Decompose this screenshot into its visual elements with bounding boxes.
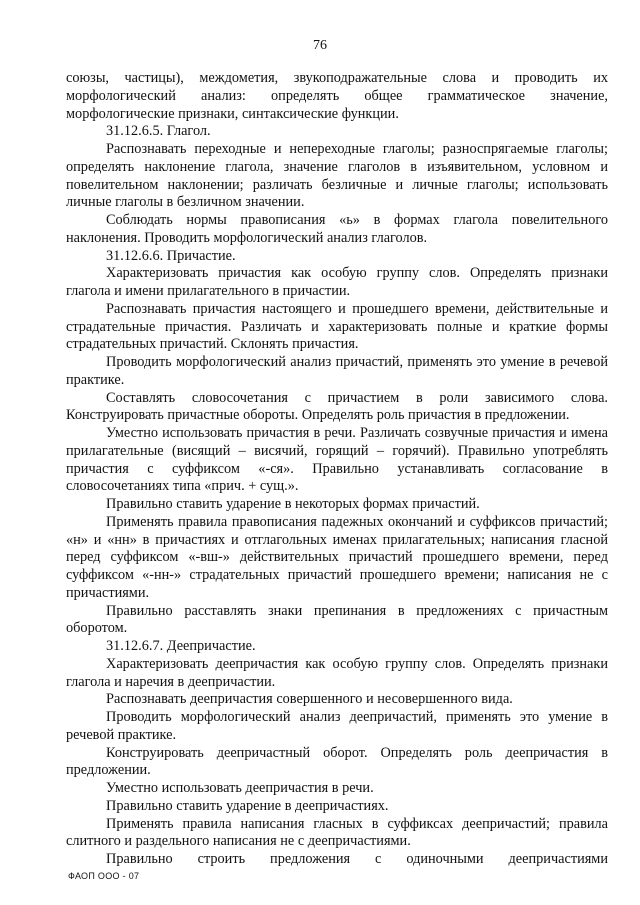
- paragraph-truncated: Правильно строить предложения с одиночными деепричастиями: [106, 851, 608, 867]
- paragraph: Составлять словосочетания с причастием в роли зависимого слова. Конструировать причастные обороты. Определять роль причастия в предложении.: [66, 389, 608, 424]
- paragraph: Характеризовать деепричастия как особую группу слов. Определять признаки глагола и наречия в деепричастии.: [66, 655, 608, 690]
- paragraph: Распознавать переходные и непереходные глаголы; разноспрягаемые глаголы; определять наклонение глагола, значение глаголов в изъявительном, условном и повелительном наклонении; различать безличные и личные глаголы; использовать личные глаголы в безличном значении.: [66, 141, 608, 211]
- paragraph-continuation: союзы, частицы), междометия, звукоподражательные слова и проводить их морфологический анализ: определять общее грамматическое значение, морфологические признаки, синтаксические функции.: [66, 70, 608, 122]
- paragraph: Проводить морфологический анализ деепричастий, применять это умение в речевой практике.: [66, 709, 608, 743]
- paragraph: Распознавать деепричастия совершенного и несовершенного вида.: [106, 691, 513, 708]
- paragraph: Применять правила правописания падежных окончаний и суффиксов причастий; «н» и «нн» в причастиях и отглагольных именах прилагательных; написания гласной перед суффиксом «-вш-» действительных причастий прошедшего времени, перед суффиксом «-нн-» страдательных причастий прошедшего времени; написания не с причастиями.: [66, 513, 608, 601]
- footer-document-code: ФАОП ООО - 07: [68, 871, 140, 881]
- page-number: 76: [313, 38, 327, 53]
- document-body: [66, 70, 608, 869]
- paragraph: Распознавать причастия настоящего и прошедшего времени, действительные и страдательные причастия. Различать и характеризовать полные и краткие формы страдательных причастий. Склонять причастия.: [66, 300, 608, 353]
- paragraph: Характеризовать причастия как особую группу слов. Определять признаки глагола и имени прилагательного в причастии.: [66, 265, 608, 299]
- paragraph: Уместно использовать причастия в речи. Различать созвучные причастия и имена прилагательные (висящий – висячий, горящий – горячий). Правильно употреблять причастия с суффиксом «-ся». Правильно устанавливать согласование в словосочетаниях типа «прич. + сущ.».: [66, 425, 608, 495]
- paragraph: Правильно расставлять знаки препинания в предложениях с причастным оборотом.: [66, 602, 608, 637]
- paragraph: Проводить морфологический анализ причастий, применять это умение в речевой практике.: [66, 354, 608, 388]
- paragraph: Применять правила написания гласных в суффиксах деепричастий; правила слитного и раздельного написания не с деепричастиями.: [66, 815, 608, 850]
- paragraph: Уместно использовать деепричастия в речи.: [106, 780, 374, 796]
- paragraph: Конструировать деепричастный оборот. Определять роль деепричастия в предложении.: [66, 744, 608, 779]
- section-heading-participle: 31.12.6.6. Причастие.: [106, 247, 236, 264]
- paragraph: Правильно ставить ударение в некоторых формах причастий.: [106, 496, 480, 512]
- section-heading-verb: 31.12.6.5. Глагол.: [106, 123, 211, 140]
- paragraph: Правильно ставить ударение в деепричастиях.: [106, 797, 389, 814]
- section-heading-adverbial-participle: 31.12.6.7. Деепричастие.: [106, 638, 256, 654]
- paragraph: Соблюдать нормы правописания «ь» в формах глагола повелительного наклонения. Проводить морфологический анализ глаголов.: [66, 212, 608, 246]
